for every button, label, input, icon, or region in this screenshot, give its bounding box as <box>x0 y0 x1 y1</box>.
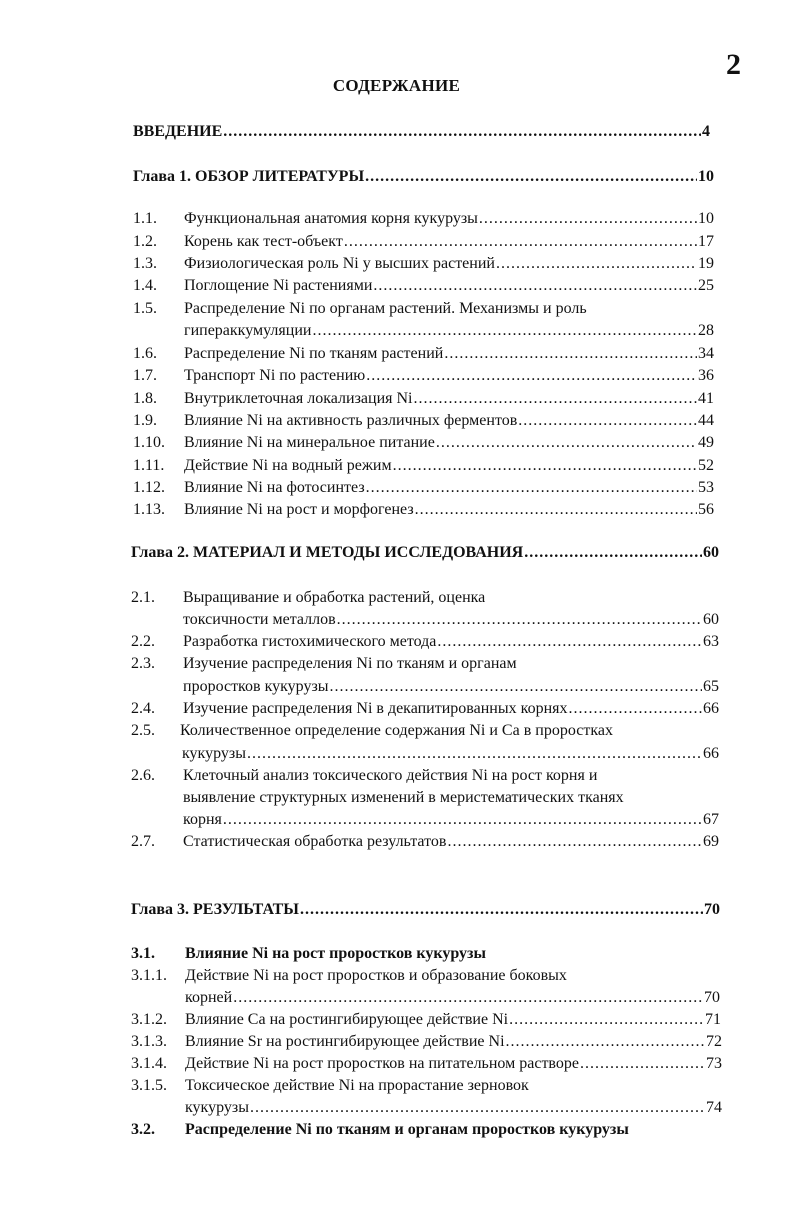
entry-page: 66 <box>703 700 719 717</box>
entry-text: гипераккумуляции <box>184 322 312 339</box>
dot-leader <box>568 699 702 719</box>
toc-entry <box>133 232 714 252</box>
entry-page: 25 <box>698 277 714 294</box>
entry-page: 28 <box>698 322 714 339</box>
toc-chapter-3 <box>131 900 720 920</box>
dot-leader <box>223 122 701 142</box>
entry-page: 49 <box>698 434 714 451</box>
toc-entry <box>133 366 714 386</box>
dot-leader <box>436 433 697 453</box>
entry-text: Выращивание и обработка растений, оценка <box>183 589 486 606</box>
entry-text: Функциональная анатомия корня кукурузы <box>184 210 478 227</box>
entry-number: 1.7. <box>133 367 157 384</box>
toc-entry-continuation <box>183 810 719 830</box>
toc-entry-first-line <box>131 766 597 786</box>
entry-page: 36 <box>698 367 714 384</box>
entry-page: 19 <box>698 255 714 272</box>
entry-number: 2.1. <box>131 589 155 606</box>
entry-number: 2.2. <box>131 633 155 650</box>
entry-number: 3.2. <box>131 1121 155 1138</box>
entry-page: 66 <box>703 745 719 762</box>
entry-number: 3.1.1. <box>131 967 167 984</box>
dot-leader <box>518 411 697 431</box>
toc-entry-continuation <box>185 988 720 1008</box>
entry-page: 52 <box>698 457 714 474</box>
entry-text: Токсическое действие Ni на прорастание зерновок <box>185 1077 529 1094</box>
dot-leader <box>344 232 697 252</box>
toc-entry-first-line <box>131 721 613 741</box>
entry-page: 44 <box>698 412 714 429</box>
entry-text: Влияние Са на ростингибирующее действие Ni <box>185 1011 509 1028</box>
toc-entry-continuation <box>184 321 714 341</box>
entry-number: 2.5. <box>131 722 155 739</box>
entry-number: 3.1.5. <box>131 1077 167 1094</box>
entry-number: 1.13. <box>133 501 165 518</box>
toc-entry <box>133 411 714 431</box>
entry-text: Влияние Ni на рост проростков кукурузы <box>185 945 486 962</box>
toc-entry <box>133 276 714 296</box>
entry-text: корня <box>183 811 222 828</box>
dot-leader <box>509 1010 704 1030</box>
entry-text: Глава 1. ОБЗОР ЛИТЕРАТУРЫ <box>133 168 365 185</box>
dot-leader <box>444 344 697 364</box>
entry-text: Клеточный анализ токсического действия Ni на рост корня и <box>183 767 598 784</box>
entry-page: 63 <box>703 633 719 650</box>
dot-leader <box>312 321 697 341</box>
dot-leader <box>366 478 697 498</box>
entry-text: Разработка гистохимического метода <box>183 633 437 650</box>
entry-page: 17 <box>698 233 714 250</box>
dot-leader <box>365 167 697 187</box>
entry-page: 56 <box>698 501 714 518</box>
entry-number: 1.12. <box>133 479 165 496</box>
entry-number: 1.9. <box>133 412 157 429</box>
entry-text: Внутриклеточная локализация Ni <box>184 390 413 407</box>
toc-entry <box>133 389 714 409</box>
dot-leader <box>580 1054 705 1074</box>
toc-section-3-2 <box>131 1120 629 1140</box>
dot-leader <box>250 1098 705 1118</box>
dot-leader <box>496 254 697 274</box>
entry-text: Влияние Ni на минеральное питание <box>184 434 435 451</box>
dot-leader <box>223 810 702 830</box>
entry-number: 3.1.2. <box>131 1011 167 1028</box>
dot-leader <box>506 1032 705 1052</box>
entry-number: 2.3. <box>131 655 155 672</box>
entry-number: 1.5. <box>133 300 157 317</box>
entry-number: 1.11. <box>133 457 165 474</box>
toc-entry-intro <box>133 122 710 142</box>
entry-text: кукурузы <box>185 1099 249 1116</box>
entry-page: 65 <box>703 678 719 695</box>
toc-entry-continuation <box>182 744 719 764</box>
dot-leader <box>414 389 698 409</box>
toc-entry <box>133 500 714 520</box>
entry-page: 60 <box>703 544 719 561</box>
entry-text: Поглощение Ni растениями <box>184 277 373 294</box>
entry-text: Изучение распределения Ni в декапитированных корнях <box>183 700 568 717</box>
entry-page: 69 <box>703 833 719 850</box>
toc-chapter-1 <box>133 167 714 187</box>
entry-page: 73 <box>706 1055 722 1072</box>
entry-text: Глава 3. РЕЗУЛЬТАТЫ <box>131 901 300 918</box>
entry-text: Действие Ni на рост проростков на питательном растворе <box>185 1055 579 1072</box>
entry-text: Распределение Ni по тканям растений <box>184 345 444 362</box>
entry-page: 10 <box>698 210 714 227</box>
entry-page: 67 <box>703 811 719 828</box>
entry-text: Влияние Ni на активность различных ферментов <box>184 412 518 429</box>
toc-entry <box>131 832 719 852</box>
dot-leader <box>300 900 703 920</box>
entry-page: 53 <box>698 479 714 496</box>
toc-entry-first-line <box>131 1076 529 1096</box>
entry-number: 1.4. <box>133 277 157 294</box>
dot-leader <box>415 500 697 520</box>
entry-text: Действие Ni на рост проростков и образование боковых <box>185 967 567 984</box>
toc-entry-continuation <box>185 1098 722 1118</box>
entry-text: Количественное определение содержания Ni и Са в проростках <box>180 722 613 739</box>
entry-text: ВВЕДЕНИЕ <box>133 123 223 140</box>
entry-page: 74 <box>706 1099 722 1116</box>
toc-entry-middle-line <box>183 788 624 808</box>
entry-page: 60 <box>703 611 719 628</box>
entry-text: Действие Ni на водный режим <box>184 457 392 474</box>
toc-title: СОДЕРЖАНИЕ <box>332 76 461 95</box>
entry-text: Глава 2. МАТЕРИАЛ И МЕТОДЫ ИССЛЕДОВАНИЯ <box>131 544 524 561</box>
entry-text: Распределение Ni по органам растений. Механизмы и роль <box>184 300 587 317</box>
dot-leader <box>373 276 697 296</box>
entry-text: Физиологическая роль Ni у высших растений <box>184 255 495 272</box>
entry-text: Статистическая обработка результатов <box>183 833 447 850</box>
toc-entry-first-line <box>133 299 587 319</box>
toc-entry-first-line <box>131 654 517 674</box>
toc-entry <box>131 1032 722 1052</box>
entry-page: 71 <box>705 1011 721 1028</box>
entry-text: токсичности металлов <box>183 611 336 628</box>
toc-entry <box>133 433 714 453</box>
entry-number: 1.6. <box>133 345 157 362</box>
dot-leader <box>366 366 697 386</box>
entry-text: Распределение Ni по тканям и органам проростков кукурузы <box>185 1121 629 1138</box>
entry-text: Изучение распределения Ni по тканям и органам <box>183 655 517 672</box>
dot-leader <box>479 209 697 229</box>
entry-number: 2.4. <box>131 700 155 717</box>
entry-text: Транспорт Ni по растению <box>184 367 366 384</box>
entry-number: 2.6. <box>131 767 155 784</box>
entry-number: 2.7. <box>131 833 155 850</box>
entry-page: 72 <box>706 1033 722 1050</box>
toc-entry-first-line <box>131 588 485 608</box>
toc-entry <box>131 699 719 719</box>
entry-number: 3.1. <box>131 945 155 962</box>
toc-entry <box>131 1054 722 1074</box>
entry-number: 1.1. <box>133 210 157 227</box>
toc-entry-continuation <box>183 677 719 697</box>
toc-entry <box>133 209 714 229</box>
toc-entry <box>131 632 719 652</box>
dot-leader <box>330 677 702 697</box>
entry-text: проростков кукурузы <box>183 678 329 695</box>
entry-text: корней <box>185 989 233 1006</box>
entry-page: 10 <box>698 168 714 185</box>
toc-section-3-1 <box>131 944 486 964</box>
page-number: 2 <box>726 48 741 81</box>
dot-leader <box>437 632 702 652</box>
entry-page: 41 <box>698 390 714 407</box>
entry-text: Влияние Ni на рост и морфогенез <box>184 501 414 518</box>
entry-number: 1.8. <box>133 390 157 407</box>
entry-page: 70 <box>704 901 720 918</box>
dot-leader <box>247 744 702 764</box>
entry-number: 3.1.4. <box>131 1055 167 1072</box>
toc-entry <box>133 344 714 364</box>
entry-text: кукурузы <box>182 745 246 762</box>
entry-number: 1.10. <box>133 434 165 451</box>
dot-leader <box>447 832 702 852</box>
entry-number: 1.2. <box>133 233 157 250</box>
entry-page: 34 <box>698 345 714 362</box>
dot-leader <box>337 610 702 630</box>
entry-text: Корень как тест-объект <box>184 233 343 250</box>
toc-entry <box>131 1010 721 1030</box>
toc-entry-continuation <box>183 610 719 630</box>
entry-text: Влияние Ni на фотосинтез <box>184 479 365 496</box>
entry-page: 4 <box>702 123 710 140</box>
entry-text: Влияние Sr на ростингибирующее действие Ni <box>185 1033 505 1050</box>
toc-entry <box>133 478 714 498</box>
entry-page: 70 <box>704 989 720 1006</box>
dot-leader <box>233 988 703 1008</box>
dot-leader <box>393 456 697 476</box>
entry-text: выявление структурных изменений в меристематических тканях <box>183 789 624 806</box>
toc-chapter-2 <box>131 543 719 563</box>
entry-number: 1.3. <box>133 255 157 272</box>
dot-leader <box>524 543 702 563</box>
toc-entry <box>133 254 714 274</box>
entry-number: 3.1.3. <box>131 1033 167 1050</box>
toc-entry-first-line <box>131 966 567 986</box>
toc-entry <box>133 456 714 476</box>
